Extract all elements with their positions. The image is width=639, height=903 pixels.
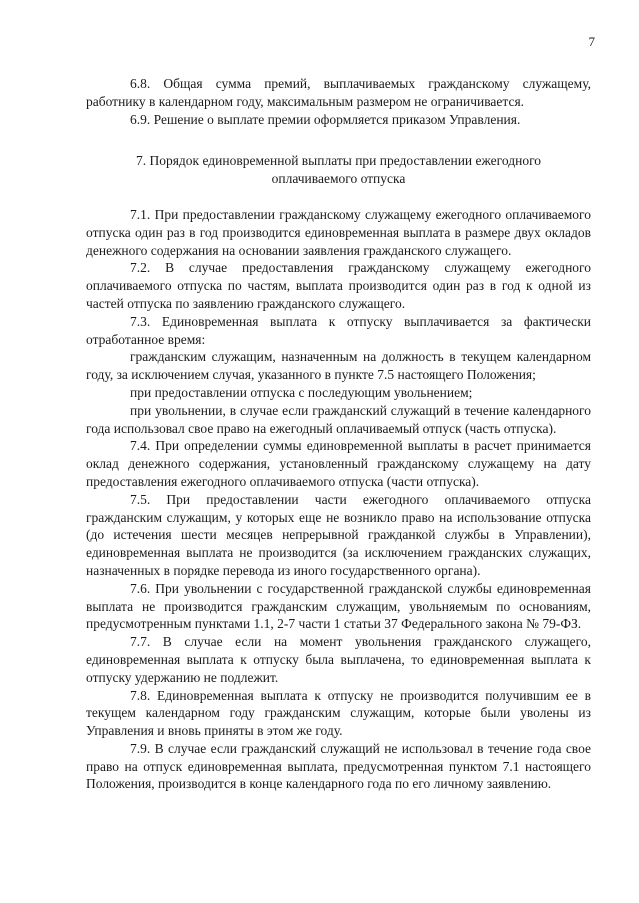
page-number: 7 <box>588 34 595 49</box>
paragraph-7-3: 7.3. Единовременная выплата к отпуску выплачивается за фактически отработанное время: <box>86 313 591 347</box>
paragraph-7-5: 7.5. При предоставлении части ежегодного оплачиваемого отпуска гражданским служащим, у которых еще не возникло право на использование отпуска (до истечения шести месяцев непрерывной гражданкой службы в Управлении), единовременная выплата не производится (за исключением гражданских служащих, назначенных в порядке перевода из иного государственного органа). <box>86 491 591 578</box>
paragraph-7-8: 7.8. Единовременная выплата к отпуску не производится получившим ее в текущем календарном году гражданским служащим, которые были уволены из Управления и вновь приняты в этом же году. <box>86 687 591 739</box>
section-heading-line-2: оплачиваемого отпуска <box>271 171 406 187</box>
paragraph-7-1: 7.1. При предоставлении гражданскому служащему ежегодного оплачиваемого отпуска один раз в год производится единовременная выплата в размере двух окладов денежного содержания на основании заявления гражданского служащего. <box>86 206 591 258</box>
paragraph-6-8: 6.8. Общая сумма премий, выплачиваемых гражданскому служащему, работнику в календарном году, максимальным размером не ограничивается. <box>86 76 591 109</box>
paragraph-7-6: 7.6. При увольнении с государственной гражданской службы единовременная выплата не производится гражданским служащим, увольняемым по основаниям, предусмотренным пунктами 1.1, 2-7 части 1 статьи 37 Федерального закона № 79-ФЗ. <box>86 580 591 632</box>
paragraph-7-7: 7.7. В случае если на момент увольнения гражданского служащего, единовременная выплата к отпуску была выплачена, то единовременная выплата к отпуску удержанию не подлежит. <box>86 634 591 685</box>
paragraph-7-2: 7.2. В случае предоставления гражданскому служащему ежегодного оплачиваемого отпуска по частям, выплата производится один раз в год к одной из частей отпуска по заявлению гражданского служащего. <box>86 260 591 311</box>
paragraph-7-3-item-1: гражданским служащим, назначенным на должность в текущем календарном году, за исключением случая, указанного в пункте 7.5 настоящего Положения; <box>86 349 591 383</box>
paragraph-7-4: 7.4. При определении суммы единовременной выплаты в расчет принимается оклад денежного содержания, установленный гражданскому служащему на дату предоставления ежегодного оплачиваемого отпуска (части отпуска). <box>86 438 591 489</box>
document-body <box>86 75 591 793</box>
paragraph-7-3-item-3: при увольнении, в случае если гражданский служащий в течение календарного года использовал свое право на ежегодный оплачиваемый отпуск (часть отпуска). <box>86 402 591 436</box>
section-heading-line-1: 7. Порядок единовременной выплаты при предоставлении ежегодного <box>135 153 542 169</box>
paragraph-7-9: 7.9. В случае если гражданский служащий не использовал в течение года свое право на отпуск единовременная выплата, предусмотренная пунктом 7.1 настоящего Положения, производится в конце календарного года по его личному заявлению. <box>86 740 591 792</box>
paragraph-7-3-item-2: при предоставлении отпуска с последующим увольнением; <box>130 384 473 400</box>
section-heading <box>86 152 591 188</box>
paragraph-6-9: 6.9. Решение о выплате премии оформляется приказом Управления. <box>130 111 521 127</box>
